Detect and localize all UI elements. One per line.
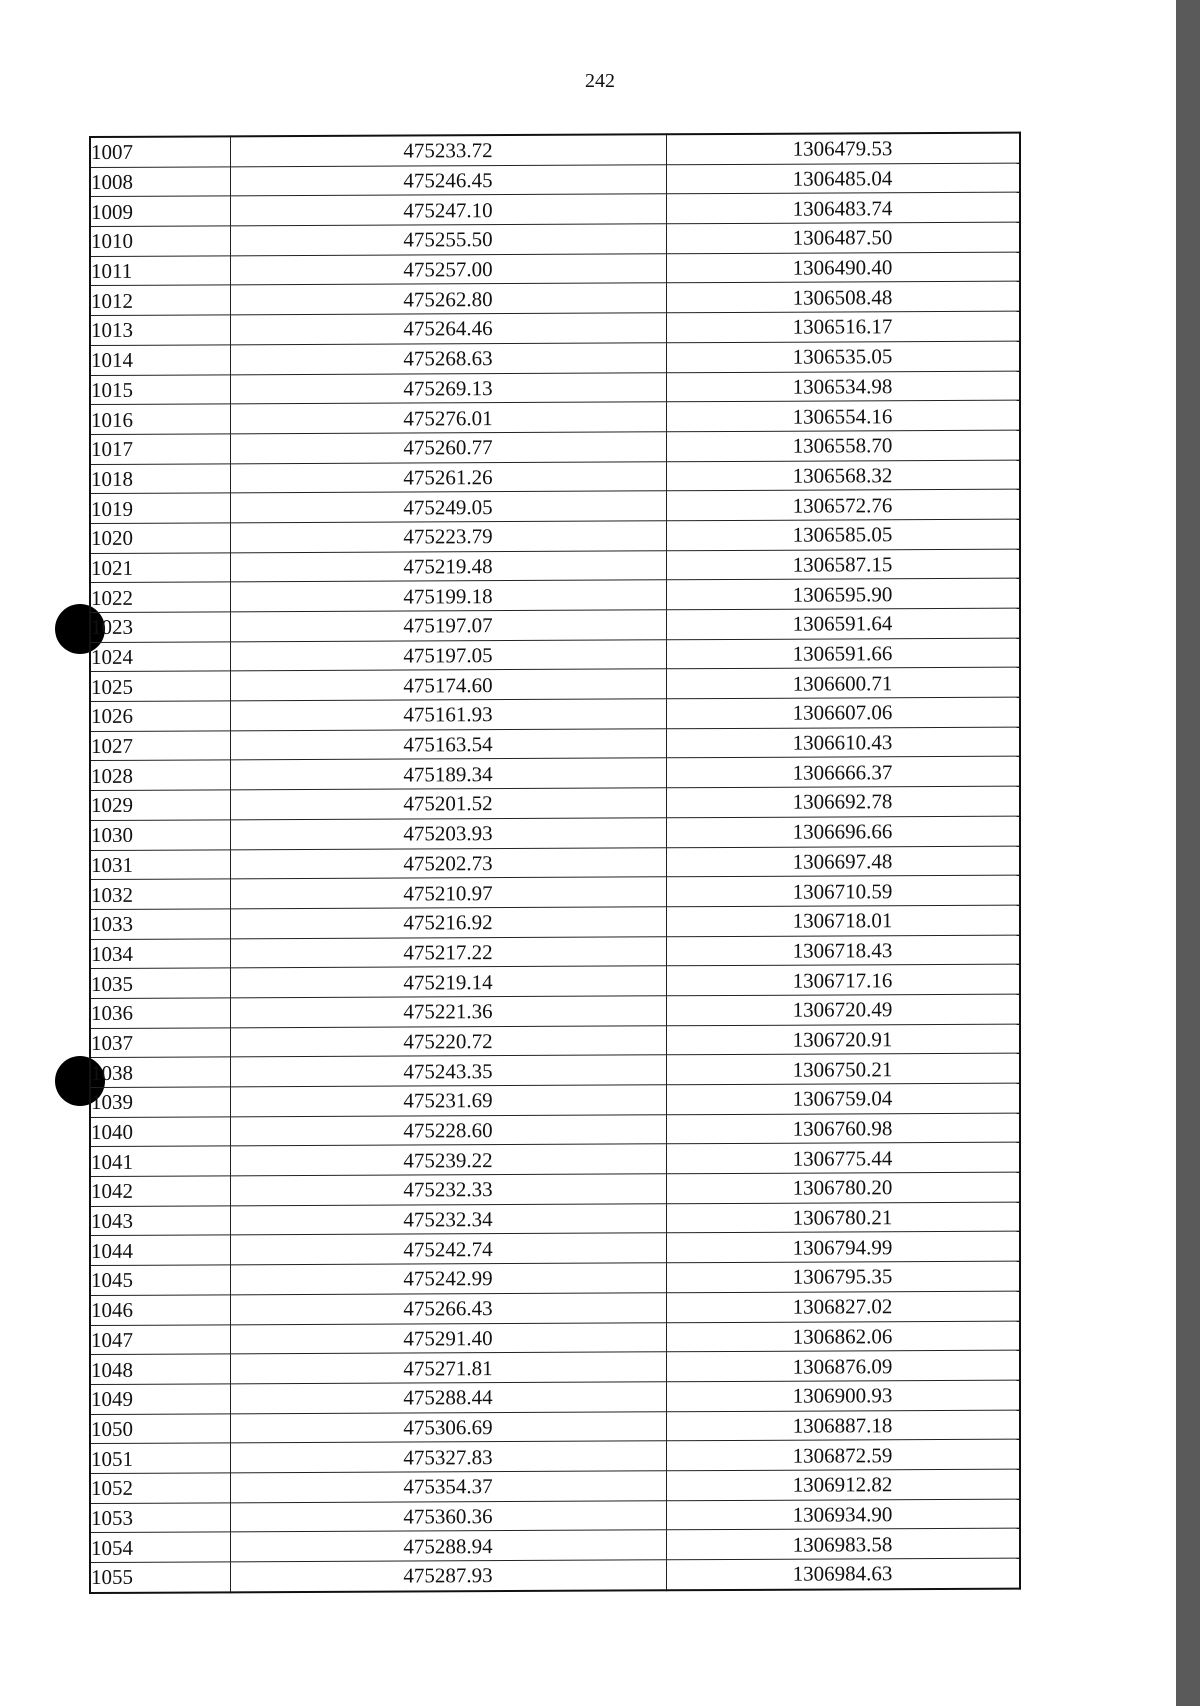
y-coordinate-cell: 1306600.71 (666, 667, 1020, 698)
table-row (90, 311, 1020, 345)
table-row (90, 282, 1020, 316)
table-row (90, 1558, 1020, 1593)
y-coordinate-cell: 1306591.66 (666, 638, 1020, 669)
point-id-cell: 1012 (90, 285, 230, 315)
point-id-cell: 1009 (90, 196, 230, 226)
y-coordinate-cell: 1306794.99 (666, 1232, 1020, 1263)
table-row (90, 905, 1020, 939)
point-id-cell: 1007 (90, 136, 230, 167)
y-coordinate-cell: 1306710.59 (666, 875, 1020, 906)
table-row (90, 163, 1020, 197)
table-row (90, 667, 1020, 701)
y-coordinate-cell: 1306934.90 (666, 1499, 1020, 1530)
x-coordinate-cell: 475255.50 (230, 224, 666, 256)
x-coordinate-cell: 475197.05 (230, 639, 666, 671)
y-coordinate-cell: 1306483.74 (666, 192, 1020, 223)
table-row (90, 1053, 1020, 1087)
point-id-cell: 1020 (90, 523, 230, 553)
table-row (90, 1380, 1020, 1414)
table-row (90, 1410, 1020, 1444)
y-coordinate-cell: 1306876.09 (666, 1350, 1020, 1381)
table-row (90, 1202, 1020, 1236)
table-row (90, 578, 1020, 612)
point-id-cell: 1054 (90, 1532, 230, 1562)
x-coordinate-cell: 475201.52 (230, 788, 666, 820)
x-coordinate-cell: 475232.33 (230, 1174, 666, 1206)
x-coordinate-cell: 475233.72 (230, 134, 666, 166)
point-id-cell: 1037 (90, 1027, 230, 1057)
point-id-cell: 1017 (90, 434, 230, 464)
y-coordinate-cell: 1306508.48 (666, 282, 1020, 313)
point-id-cell: 1047 (90, 1324, 230, 1354)
point-id-cell: 1015 (90, 374, 230, 404)
x-coordinate-cell: 475327.83 (230, 1441, 666, 1473)
point-id-cell: 1051 (90, 1443, 230, 1473)
x-coordinate-cell: 475189.34 (230, 758, 666, 790)
x-coordinate-cell: 475271.81 (230, 1352, 666, 1384)
x-coordinate-cell: 475288.44 (230, 1382, 666, 1414)
table-row (90, 1528, 1020, 1562)
table-row (90, 460, 1020, 494)
y-coordinate-cell: 1306983.58 (666, 1528, 1020, 1559)
y-coordinate-cell: 1306718.01 (666, 905, 1020, 936)
table-row (90, 1321, 1020, 1355)
point-id-cell: 1026 (90, 701, 230, 731)
table-row (90, 608, 1020, 642)
x-coordinate-cell: 475288.94 (230, 1530, 666, 1562)
table-row (90, 786, 1020, 820)
x-coordinate-cell: 475223.79 (230, 521, 666, 553)
point-id-cell: 1019 (90, 493, 230, 523)
table-row (90, 638, 1020, 672)
page-number: 242 (585, 70, 615, 92)
table-row (90, 133, 1020, 168)
point-id-cell: 1041 (90, 1146, 230, 1176)
table-row (90, 371, 1020, 405)
y-coordinate-cell: 1306696.66 (666, 816, 1020, 847)
x-coordinate-cell: 475243.35 (230, 1055, 666, 1087)
y-coordinate-cell: 1306591.64 (666, 608, 1020, 639)
y-coordinate-cell: 1306795.35 (666, 1261, 1020, 1292)
point-id-cell: 1043 (90, 1206, 230, 1236)
table-row (90, 964, 1020, 998)
x-coordinate-cell: 475210.97 (230, 877, 666, 909)
point-id-cell: 1033 (90, 909, 230, 939)
table-row (90, 875, 1020, 909)
point-id-cell: 1032 (90, 879, 230, 909)
coordinates-table-wrapper (89, 132, 1016, 1594)
point-id-cell: 1016 (90, 404, 230, 434)
y-coordinate-cell: 1306780.20 (666, 1172, 1020, 1203)
x-coordinate-cell: 475291.40 (230, 1322, 666, 1354)
table-row (90, 192, 1020, 226)
table-row (90, 549, 1020, 583)
x-coordinate-cell: 475231.69 (230, 1085, 666, 1117)
table-row (90, 1172, 1020, 1206)
table-row (90, 252, 1020, 286)
x-coordinate-cell: 475199.18 (230, 580, 666, 612)
table-row (90, 816, 1020, 850)
point-id-cell: 1022 (90, 582, 230, 612)
x-coordinate-cell: 475306.69 (230, 1411, 666, 1443)
table-row (90, 846, 1020, 880)
x-coordinate-cell: 475257.00 (230, 254, 666, 286)
point-id-cell: 1010 (90, 226, 230, 256)
x-coordinate-cell: 475228.60 (230, 1114, 666, 1146)
table-row (90, 1499, 1020, 1533)
y-coordinate-cell: 1306697.48 (666, 846, 1020, 877)
x-coordinate-cell: 475202.73 (230, 847, 666, 879)
x-coordinate-cell: 475217.22 (230, 936, 666, 968)
table-row (90, 1469, 1020, 1503)
y-coordinate-cell: 1306479.53 (666, 133, 1020, 165)
point-id-cell: 1030 (90, 820, 230, 850)
y-coordinate-cell: 1306912.82 (666, 1469, 1020, 1500)
point-id-cell: 1046 (90, 1295, 230, 1325)
y-coordinate-cell: 1306775.44 (666, 1142, 1020, 1173)
x-coordinate-cell: 475247.10 (230, 194, 666, 226)
point-id-cell: 1048 (90, 1354, 230, 1384)
x-coordinate-cell: 475219.48 (230, 550, 666, 582)
point-id-cell: 1031 (90, 849, 230, 879)
y-coordinate-cell: 1306984.63 (666, 1558, 1020, 1590)
table-row (90, 1142, 1020, 1176)
table-row (90, 697, 1020, 731)
table-row (90, 757, 1020, 791)
x-coordinate-cell: 475261.26 (230, 461, 666, 493)
x-coordinate-cell: 475269.13 (230, 372, 666, 404)
table-row (90, 341, 1020, 375)
x-coordinate-cell: 475360.36 (230, 1500, 666, 1532)
point-id-cell: 1052 (90, 1473, 230, 1503)
x-coordinate-cell: 475246.45 (230, 164, 666, 196)
y-coordinate-cell: 1306487.50 (666, 222, 1020, 253)
x-coordinate-cell: 475242.99 (230, 1263, 666, 1295)
x-coordinate-cell: 475268.63 (230, 343, 666, 375)
y-coordinate-cell: 1306572.76 (666, 489, 1020, 520)
table-row (90, 1024, 1020, 1058)
y-coordinate-cell: 1306887.18 (666, 1410, 1020, 1441)
x-coordinate-cell: 475221.36 (230, 996, 666, 1028)
point-id-cell: 1024 (90, 642, 230, 672)
table-row (90, 1439, 1020, 1473)
table-row (90, 994, 1020, 1028)
x-coordinate-cell: 475262.80 (230, 283, 666, 315)
coordinates-table-body (90, 133, 1020, 1593)
point-id-cell: 1055 (90, 1562, 230, 1593)
table-row (90, 1291, 1020, 1325)
point-id-cell: 1050 (90, 1413, 230, 1443)
y-coordinate-cell: 1306607.06 (666, 697, 1020, 728)
table-row (90, 1350, 1020, 1384)
x-coordinate-cell: 475216.92 (230, 907, 666, 939)
x-coordinate-cell: 475287.93 (230, 1560, 666, 1592)
y-coordinate-cell: 1306490.40 (666, 252, 1020, 283)
table-row (90, 222, 1020, 256)
y-coordinate-cell: 1306827.02 (666, 1291, 1020, 1322)
y-coordinate-cell: 1306780.21 (666, 1202, 1020, 1233)
table-row (90, 430, 1020, 464)
y-coordinate-cell: 1306862.06 (666, 1321, 1020, 1352)
point-id-cell: 1053 (90, 1502, 230, 1532)
y-coordinate-cell: 1306760.98 (666, 1113, 1020, 1144)
point-id-cell: 1011 (90, 256, 230, 286)
x-coordinate-cell: 475197.07 (230, 610, 666, 642)
x-coordinate-cell: 475249.05 (230, 491, 666, 523)
table-row (90, 519, 1020, 553)
x-coordinate-cell: 475242.74 (230, 1233, 666, 1265)
table-row (90, 1083, 1020, 1117)
point-id-cell: 1042 (90, 1176, 230, 1206)
y-coordinate-cell: 1306535.05 (666, 341, 1020, 372)
x-coordinate-cell: 475260.77 (230, 432, 666, 464)
x-coordinate-cell: 475276.01 (230, 402, 666, 434)
point-id-cell: 1045 (90, 1265, 230, 1295)
y-coordinate-cell: 1306585.05 (666, 519, 1020, 550)
point-id-cell: 1040 (90, 1117, 230, 1147)
y-coordinate-cell: 1306568.32 (666, 460, 1020, 491)
x-coordinate-cell: 475203.93 (230, 818, 666, 850)
point-id-cell: 1014 (90, 345, 230, 375)
table-row (90, 1113, 1020, 1147)
table-row (90, 727, 1020, 761)
x-coordinate-cell: 475264.46 (230, 313, 666, 345)
y-coordinate-cell: 1306872.59 (666, 1439, 1020, 1470)
point-id-cell: 1034 (90, 938, 230, 968)
x-coordinate-cell: 475232.34 (230, 1204, 666, 1236)
x-coordinate-cell: 475266.43 (230, 1293, 666, 1325)
point-id-cell: 1049 (90, 1384, 230, 1414)
y-coordinate-cell: 1306534.98 (666, 371, 1020, 402)
y-coordinate-cell: 1306558.70 (666, 430, 1020, 461)
x-coordinate-cell: 475354.37 (230, 1471, 666, 1503)
y-coordinate-cell: 1306717.16 (666, 964, 1020, 995)
point-id-cell: 1036 (90, 998, 230, 1028)
table-row (90, 400, 1020, 434)
point-id-cell: 1027 (90, 731, 230, 761)
point-id-cell: 1025 (90, 671, 230, 701)
y-coordinate-cell: 1306750.21 (666, 1053, 1020, 1084)
point-id-cell: 1029 (90, 790, 230, 820)
point-id-cell: 1044 (90, 1235, 230, 1265)
y-coordinate-cell: 1306720.91 (666, 1024, 1020, 1055)
table-row (90, 1232, 1020, 1266)
x-coordinate-cell: 475174.60 (230, 669, 666, 701)
point-id-cell: 1021 (90, 552, 230, 582)
table-row (90, 489, 1020, 523)
coordinates-table (89, 132, 1021, 1594)
table-row (90, 1261, 1020, 1295)
y-coordinate-cell: 1306692.78 (666, 786, 1020, 817)
y-coordinate-cell: 1306900.93 (666, 1380, 1020, 1411)
y-coordinate-cell: 1306485.04 (666, 163, 1020, 194)
y-coordinate-cell: 1306666.37 (666, 757, 1020, 788)
x-coordinate-cell: 475161.93 (230, 699, 666, 731)
point-id-cell: 1018 (90, 463, 230, 493)
x-coordinate-cell: 475239.22 (230, 1144, 666, 1176)
y-coordinate-cell: 1306554.16 (666, 400, 1020, 431)
x-coordinate-cell: 475219.14 (230, 966, 666, 998)
point-id-cell: 1023 (90, 612, 230, 642)
point-id-cell: 1038 (90, 1057, 230, 1087)
point-id-cell: 1035 (90, 968, 230, 998)
table-row (90, 935, 1020, 969)
x-coordinate-cell: 475220.72 (230, 1025, 666, 1057)
point-id-cell: 1013 (90, 315, 230, 345)
point-id-cell: 1039 (90, 1087, 230, 1117)
y-coordinate-cell: 1306587.15 (666, 549, 1020, 580)
point-id-cell: 1008 (90, 167, 230, 197)
x-coordinate-cell: 475163.54 (230, 729, 666, 761)
y-coordinate-cell: 1306718.43 (666, 935, 1020, 966)
y-coordinate-cell: 1306610.43 (666, 727, 1020, 758)
y-coordinate-cell: 1306516.17 (666, 311, 1020, 342)
y-coordinate-cell: 1306595.90 (666, 578, 1020, 609)
y-coordinate-cell: 1306759.04 (666, 1083, 1020, 1114)
y-coordinate-cell: 1306720.49 (666, 994, 1020, 1025)
point-id-cell: 1028 (90, 760, 230, 790)
